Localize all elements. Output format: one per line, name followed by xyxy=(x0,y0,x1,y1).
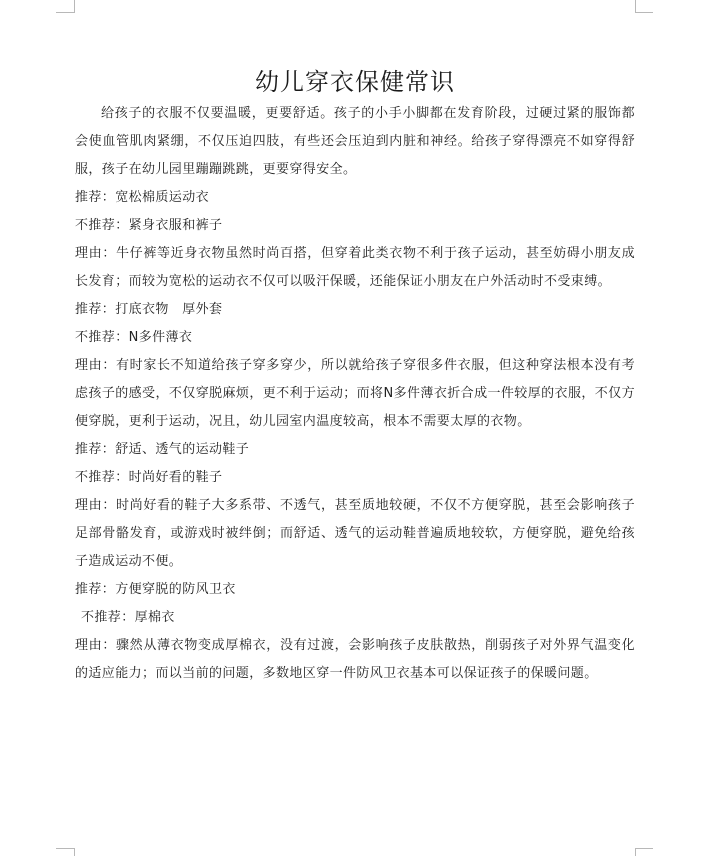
crop-mark-bottom-right xyxy=(635,848,636,856)
crop-mark-top-left xyxy=(74,0,75,13)
crop-mark-top-left xyxy=(56,12,74,13)
page-title: 幼儿穿衣保健常识 xyxy=(255,68,455,96)
recommend-line: 推荐：舒适、透气的运动鞋子 xyxy=(75,442,250,457)
reason-paragraph: 理由：时尚好看的鞋子大多系带、不透气，甚至质地较硬，不仅不方便穿脱，甚至会影响孩子足部骨骼发育，或游戏时被绊倒；而舒适、透气的运动鞋普遍质地较软，方便穿脱，避免给孩子造成运动不便。 xyxy=(75,498,635,569)
recommend-line: 推荐：打底衣物 厚外套 xyxy=(75,302,223,317)
not-recommend-line: 不推荐：厚棉衣 xyxy=(81,610,175,625)
not-recommend-line: 不推荐：N多件薄衣 xyxy=(75,330,193,345)
reason-paragraph: 理由：牛仔裤等近身衣物虽然时尚百搭，但穿着此类衣物不利于孩子运动，甚至妨碍小朋友成长发育；而较为宽松的运动衣不仅可以吸汗保暖，还能保证小朋友在户外活动时不受束缚。 xyxy=(75,246,635,289)
reason-paragraph: 理由：骤然从薄衣物变成厚棉衣，没有过渡，会影响孩子皮肤散热，削弱孩子对外界气温变化的适应能力；而以当前的问题，多数地区穿一件防风卫衣基本可以保证孩子的保暖问题。 xyxy=(75,638,635,681)
recommend-line: 推荐：宽松棉质运动衣 xyxy=(75,190,210,205)
recommend-line: 推荐：方便穿脱的防风卫衣 xyxy=(75,582,236,597)
intro-paragraph: 给孩子的衣服不仅要温暖，更要舒适。孩子的小手小脚都在发育阶段，过硬过紧的服饰都会使血管肌肉紧绷，不仅压迫四肢，有些还会压迫到内脏和神经。给孩子穿得漂亮不如穿得舒服，孩子在幼儿园里蹦蹦跳跳，更要穿得安全。 xyxy=(75,106,635,177)
crop-mark-bottom-left xyxy=(74,848,75,856)
not-recommend-line: 不推荐：紧身衣服和裤子 xyxy=(75,218,223,233)
reason-paragraph: 理由：有时家长不知道给孩子穿多穿少，所以就给孩子穿很多件衣服，但这种穿法根本没有考虑孩子的感受，不仅穿脱麻烦，更不利于运动；而将N多件薄衣折合成一件较厚的衣服，不仅方便穿脱，更利于运动，况且，幼儿园室内温度较高，根本不需要太厚的衣物。 xyxy=(75,358,635,429)
crop-mark-top-right xyxy=(635,0,636,13)
crop-mark-bottom-right xyxy=(635,848,653,849)
document-body xyxy=(75,64,635,688)
crop-mark-bottom-left xyxy=(56,848,74,849)
not-recommend-line: 不推荐：时尚好看的鞋子 xyxy=(75,470,223,485)
crop-mark-top-right xyxy=(635,12,653,13)
